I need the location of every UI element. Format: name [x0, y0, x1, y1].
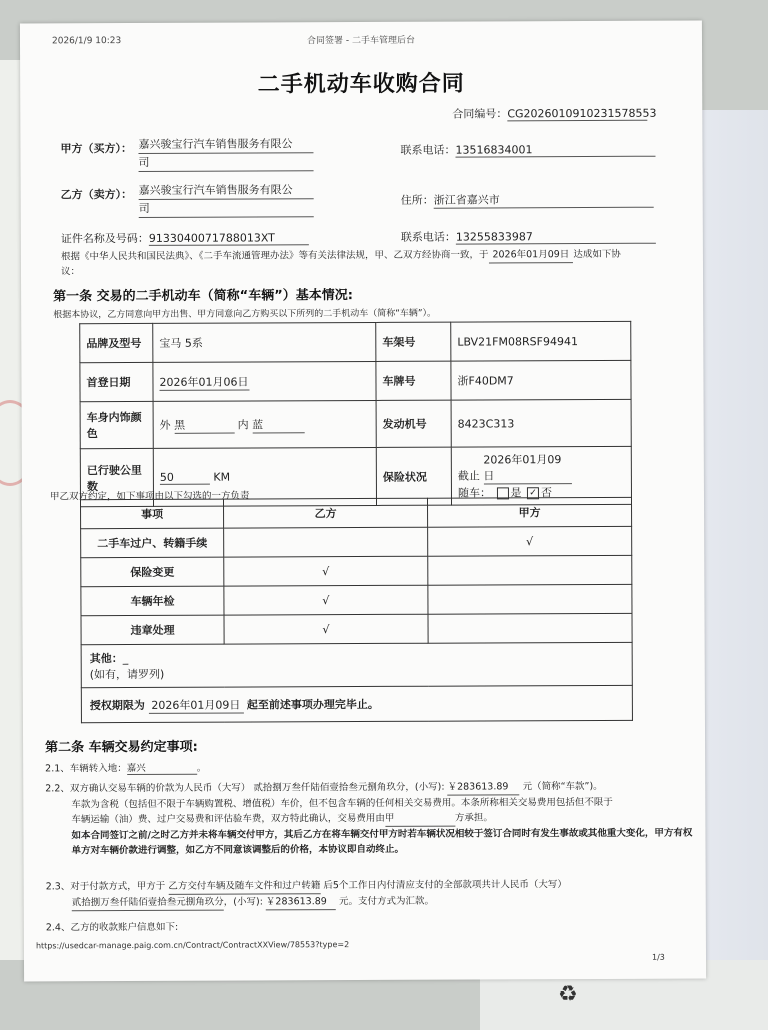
row-violations: 违章处理 [81, 615, 224, 645]
section-1-intro: 根据本协议，乙方同意向甲方出售、甲方同意向乙方购买以下所列的二手机动车（简称“车辆”）。 [53, 308, 437, 321]
reg-date-value: 2026年01月06日 [153, 361, 376, 401]
print-timestamp: 2026/1/9 10:23 [51, 36, 122, 47]
engine-value: 8423C313 [451, 399, 631, 447]
section-2-title: 第二条 车辆交易约定事项: [45, 739, 198, 756]
party-a-name: 嘉兴骏宝行汽车销售服务有限公 司 [138, 135, 313, 172]
print-header: 合同签署 - 二手车管理后台 [306, 35, 415, 47]
row-other: 其他：_ (如有，请罗列) [81, 642, 632, 687]
row-deadline: 授权期限为 2026年01月09日 起至前述事项办理完毕止。 [81, 685, 632, 722]
row-transfer-a: √ [428, 526, 632, 556]
agreement-intro: 甲乙双方约定，如下事项由以下勾选的一方负责 [49, 490, 250, 503]
party-b-address: 住所：浙江省嘉兴市 [401, 191, 654, 209]
contract-number: 合同编号：CG2026010910231578553 [452, 106, 657, 121]
plate-value: 浙F40DM7 [451, 360, 631, 400]
insurance-label: 保险状况 [376, 447, 451, 505]
contract-page [20, 21, 706, 982]
insurance-value: 截止 2026年01月09日 随车： 是 ✓ 否 [451, 446, 631, 505]
row-annual-inspection: 车辆年检 [81, 586, 224, 616]
row-insurance-change: 保险变更 [81, 557, 224, 587]
responsibility-table [80, 497, 633, 723]
color-value: 外 黑 内 蓝 [153, 400, 376, 448]
brand-label: 品牌及型号 [80, 323, 153, 362]
party-a-label: 甲方（买方）： [60, 142, 132, 156]
col-item: 事项 [80, 499, 223, 529]
insurance-no-checkbox: ✓ [527, 487, 539, 499]
section-1-title: 第一条 交易的二手机动车（简称“车辆”）基本情况: [53, 288, 353, 305]
vin-value: LBV21FM08RSF94941 [451, 321, 631, 361]
row-annual-inspection-b: √ [224, 585, 428, 615]
party-b-phone: 联系电话：13255833987 [401, 228, 656, 245]
row-violations-a [428, 613, 632, 643]
row-annual-inspection-a [428, 584, 632, 614]
row-transfer: 二手车过户、转籍手续 [81, 528, 224, 558]
mileage-label: 已行驶公里数 [80, 448, 153, 506]
id-number: 证件名称及号码：9133040071788013XT [61, 229, 309, 246]
row-transfer-b [224, 527, 428, 557]
page-number: 1/3 [651, 952, 665, 962]
party-b-name: 嘉兴骏宝行汽车销售服务有限公 司 [139, 181, 314, 218]
engine-label: 发动机号 [376, 400, 451, 447]
page-url: https://usedcar-manage.paig.com.cn/Contract/ContractXXView/78553?type=2 [35, 940, 350, 951]
plate-label: 车牌号 [376, 361, 451, 400]
mileage-value: 50 KM [153, 447, 376, 506]
row-insurance-change-a [428, 555, 632, 585]
brand-value: 宝马 5系 [153, 322, 376, 362]
reg-date-label: 首登日期 [80, 362, 153, 401]
contract-title: 二手机动车收购合同 [257, 71, 465, 98]
preamble: 根据《中华人民共和国民法典》、《二手车流通管理办法》等有关法律法规，甲、乙双方经协商一致，于 2026年01月09日 达成如下协 议： [60, 248, 621, 278]
clause-2-1: 2.1、车辆转入地：嘉兴 。 [45, 760, 206, 776]
color-label: 车身内饰颜色 [80, 401, 153, 448]
clause-2-2: 2.2、双方确认交易车辆的价款为人民币（大写） 贰拾捌万叁仟陆佰壹拾叁元捌角玖分，(小写): ￥283613.89 元（简称“车款”)。 车款为含税（包括但不限于车辆购置税、增值税）车价，但不包含车辆的任何相关交易费用。本条所称相关交易费用包括但不限于 车辆运输（油）费、过户交易费和评估验车费，双方特此确认，交易费用由甲 方承担。 如本合同签订之前/之时乙方并未将车辆交付甲方，其后乙方在将车辆交付甲方时若车辆状况相较于签订合同时有发生事故或其他重大变化，甲方有权单方对车辆价款进行调整，如乙方不同意该调整后的价格，本协议即自动终止。 [45, 780, 693, 857]
party-b-label: 乙方（卖方）： [60, 188, 133, 202]
col-party-b: 乙方 [223, 498, 427, 528]
clause-2-4: 2.4、乙方的收款账户信息如下: [45, 921, 179, 934]
vin-label: 车架号 [376, 322, 451, 361]
vehicle-info-table [79, 321, 632, 507]
clause-2-3: 2.3、对于付款方式，甲方于 乙方交付车辆及随车文件和过户转籍 后5个工作日内付清应支付的全部款项共计人民币（大写） 贰拾捌万叁仟陆佰壹拾叁元捌角玖分，(小写): ￥283613.89 元。支付方式为汇款。 [46, 877, 696, 912]
row-insurance-change-b: √ [224, 556, 428, 586]
recycle-icon: ♻ [558, 982, 578, 1007]
col-party-a: 甲方 [427, 497, 631, 527]
party-a-phone: 联系电话：13516834001 [400, 141, 655, 158]
row-violations-b: √ [224, 614, 428, 644]
